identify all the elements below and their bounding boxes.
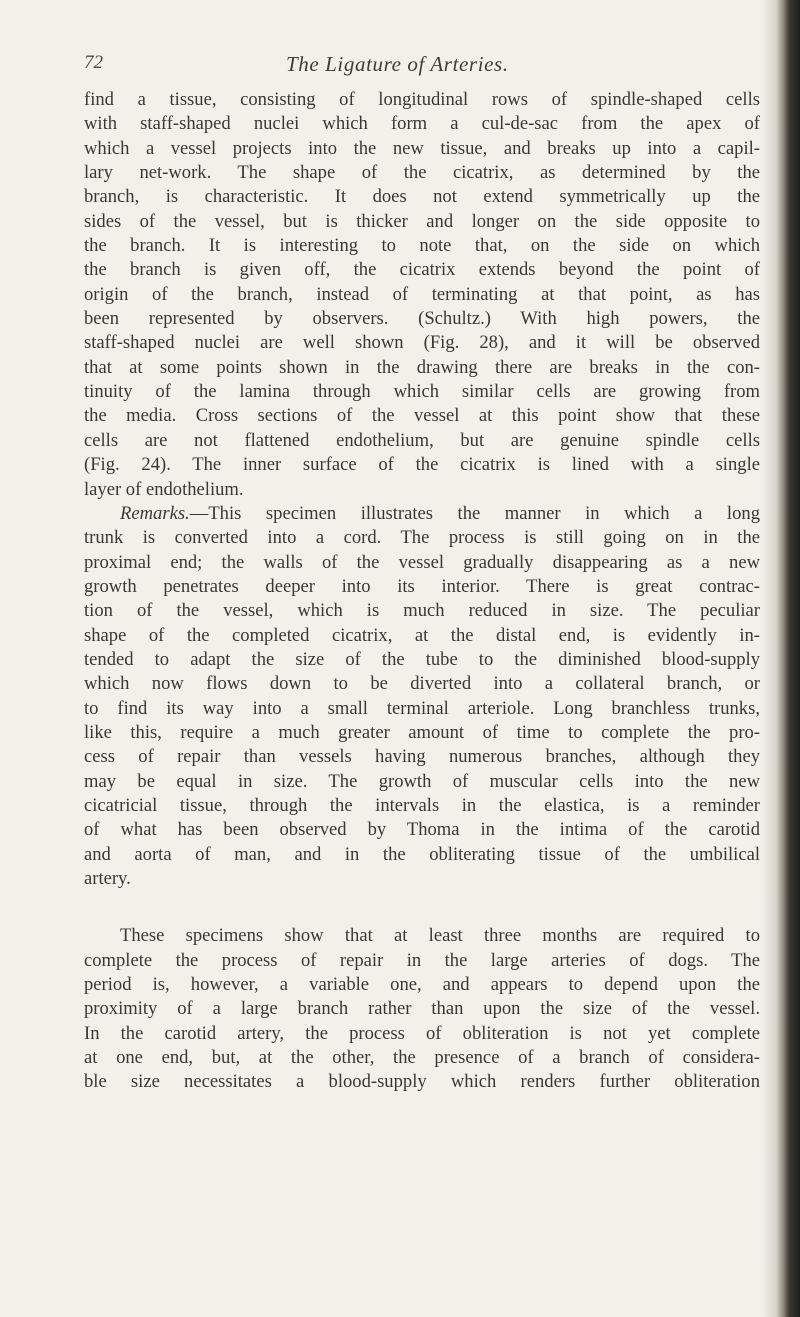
text-line: at one end, but, at the other, the presence of a branch of considera- xyxy=(84,1047,760,1069)
body-text xyxy=(84,88,760,1095)
text-line: the media. Cross sections of the vessel at this point show that these xyxy=(84,405,760,427)
book-spine-edge xyxy=(776,0,800,1317)
text-line: growth penetrates deeper into its interior. There is great contrac- xyxy=(84,575,760,597)
page-gutter-shadow xyxy=(762,0,776,1317)
text-line: cicatricial tissue, through the intervals in the elastica, is a reminder xyxy=(84,794,760,816)
text-line: layer of endothelium. xyxy=(84,478,244,500)
text-line: ble size necessitates a blood-supply which renders further obliteration xyxy=(84,1071,760,1093)
page-number: 72 xyxy=(84,52,103,73)
text-line: shape of the completed cicatrix, at the distal end, is evidently in- xyxy=(84,624,760,646)
text-line: find a tissue, consisting of longitudinal rows of spindle-shaped cells xyxy=(84,89,760,110)
text-line: sides of the vessel, but is thicker and longer on the side opposite to xyxy=(84,210,760,232)
text-line: with staff-shaped nuclei which form a cul-de-sac from the apex of xyxy=(84,113,760,135)
text-line: complete the process of repair in the large arteries of dogs. The xyxy=(84,949,760,971)
text-line: which a vessel projects into the new tissue, and breaks up into a capil- xyxy=(84,137,760,159)
text-line: tion of the vessel, which is much reduced in size. The peculiar xyxy=(84,600,760,622)
running-title: The Ligature of Arteries. xyxy=(286,52,509,76)
text-line: to find its way into a small terminal arteriole. Long branchless trunks, xyxy=(84,697,760,719)
text-line: artery. xyxy=(84,868,131,889)
text-line: tended to adapt the size of the tube to the diminished blood-supply xyxy=(84,648,760,670)
text-line: lary net-work. The shape of the cicatrix, as determined by the xyxy=(84,162,760,184)
remarks-first-line xyxy=(84,502,760,526)
text-line: In the carotid artery, the process of obliteration is not yet complete xyxy=(84,1022,760,1044)
text-line: that at some points shown in the drawing there are breaks in the con- xyxy=(84,356,760,378)
text-line: origin of the branch, instead of terminating at that point, as has xyxy=(84,283,760,305)
text-line: of what has been observed by Thoma in the intima of the carotid xyxy=(84,819,760,841)
remarks-lead-text: —This specimen illustrates the manner in which a long xyxy=(189,502,760,524)
text-line: and aorta of man, and in the obliterating tissue of the umbilical xyxy=(84,843,760,865)
text-line: which now flows down to be diverted into a collateral branch, or xyxy=(84,673,760,695)
paragraph xyxy=(84,88,760,502)
text-line: the branch is given off, the cicatrix extends beyond the point of xyxy=(84,259,760,281)
text-line: may be equal in size. The growth of muscular cells into the new xyxy=(84,770,760,792)
paragraph-spacer xyxy=(84,891,760,924)
text-line: staff-shaped nuclei are well shown (Fig. 28), and it will be observed xyxy=(84,332,760,354)
page-header xyxy=(84,52,764,92)
text-line: tinuity of the lamina through which similar cells are growing from xyxy=(84,381,760,403)
text-line: (Fig. 24). The inner surface of the cicatrix is lined with a single xyxy=(84,454,760,476)
text-line: been represented by observers. (Schultz.) With high powers, the xyxy=(84,308,760,330)
text-line: These specimens show that at least three months are required to xyxy=(120,925,760,947)
text-line: trunk is converted into a cord. The process is still going on in the xyxy=(84,527,760,549)
text-line: cells are not flattened endothelium, but are genuine spindle cells xyxy=(84,429,760,451)
paragraph xyxy=(84,924,760,1094)
text-line: branch, is characteristic. It does not extend symmetrically up the xyxy=(84,186,760,208)
text-line: proximity of a large branch rather than upon the size of the vessel. xyxy=(84,998,760,1020)
text-line: cess of repair than vessels having numerous branches, although they xyxy=(84,746,760,768)
text-line: like this, require a much greater amount of time to complete the pro- xyxy=(84,721,760,743)
paragraph-remarks xyxy=(84,502,760,892)
remarks-heading: Remarks. xyxy=(120,502,190,524)
text-line: period is, however, a variable one, and appears to depend upon the xyxy=(84,974,760,996)
text-line: the branch. It is interesting to note that, on the side on which xyxy=(84,235,760,257)
text-line: proximal end; the walls of the vessel gradually disappearing as a new xyxy=(84,551,760,573)
